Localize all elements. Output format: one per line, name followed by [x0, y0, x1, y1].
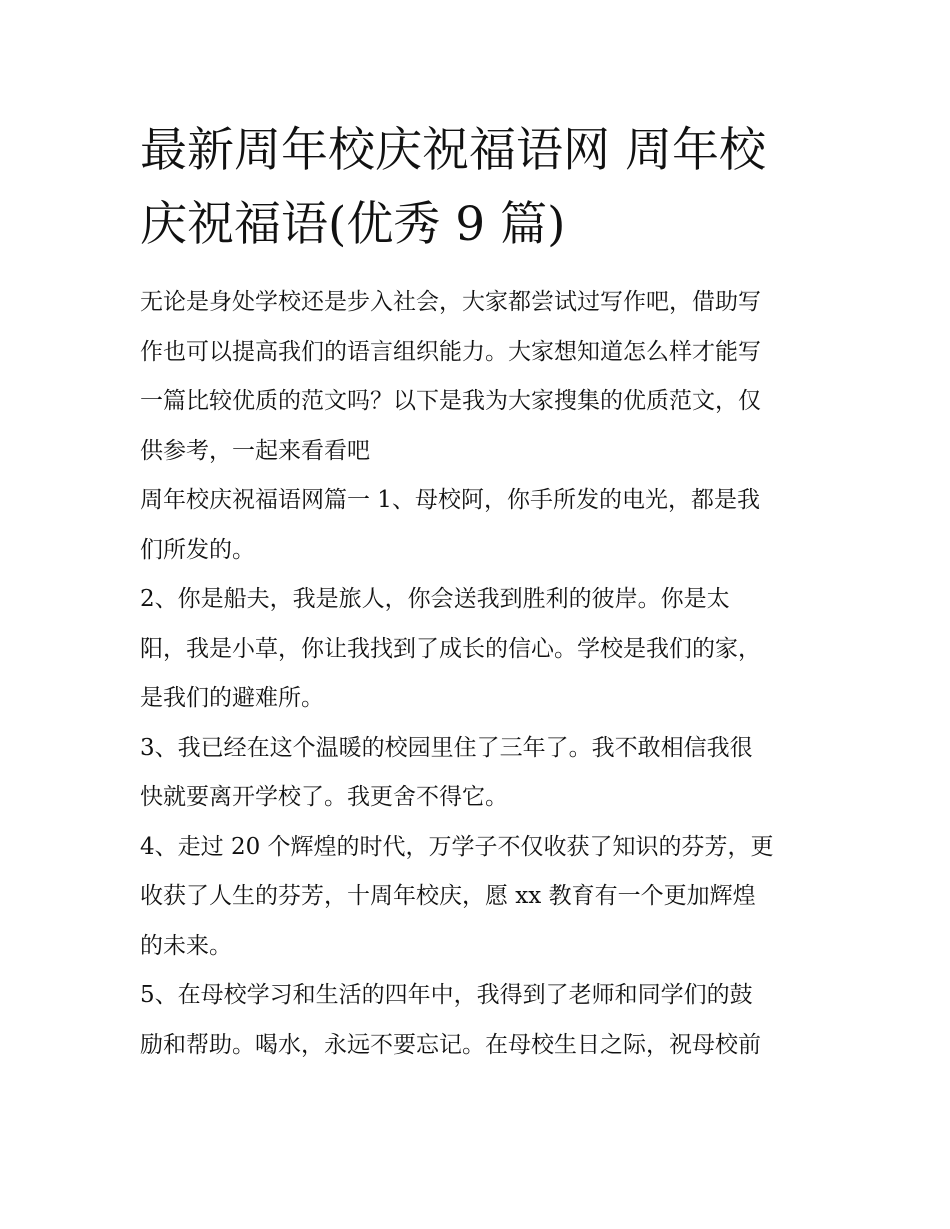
list-item-1 [140, 476, 830, 575]
text-line: 励和帮助。喝水，永远不要忘记。在母校生日之际，祝母校前 [140, 1031, 761, 1058]
text-line: 周年校庆祝福语网篇一 1、母校阿，你手所发的电光，都是我 [140, 487, 760, 513]
document-title [140, 114, 830, 262]
list-item-3 [140, 724, 830, 823]
text-line: 供参考，一起来看看吧 [140, 437, 370, 464]
list-item-4 [140, 823, 830, 972]
list-item-5 [140, 971, 830, 1070]
text-line: 3、我已经在这个温暖的校园里住了三年了。我不敢相信我很 [140, 734, 753, 761]
text-line: 4、走过 20 个辉煌的时代，万学子不仅收获了知识的芬芳，更 [140, 833, 774, 860]
text-line: 无论是身处学校还是步入社会，大家都尝试过写作吧，借助写 [140, 289, 761, 315]
title-line: 最新周年校庆祝福语网 周年校 [140, 123, 766, 178]
text-line: 们所发的。 [140, 536, 255, 563]
text-line: 是我们的避难所。 [140, 685, 324, 711]
intro-paragraph [140, 278, 830, 476]
list-item-2 [140, 575, 830, 724]
text-line: 快就要离开学校了。我更舍不得它。 [140, 784, 508, 810]
text-line: 阳，我是小草，你让我找到了成长的信心。学校是我们的家， [140, 635, 761, 662]
text-line: 一篇比较优质的范文吗？以下是我为大家搜集的优质范文，仅 [140, 388, 761, 414]
title-line: 庆祝福语(优秀 9 篇) [140, 197, 566, 252]
text-line: 5、在母校学习和生活的四年中，我得到了老师和同学们的鼓 [140, 982, 753, 1008]
document-body [140, 278, 830, 1070]
text-line: 收获了人生的芬芳，十周年校庆，愿 xx 教育有一个更加辉煌 [140, 883, 756, 909]
text-line: 作也可以提高我们的语言组织能力。大家想知道怎么样才能写 [140, 338, 761, 365]
text-line: 2、你是船夫，我是旅人，你会送我到胜利的彼岸。你是太 [140, 586, 730, 612]
text-line: 的未来。 [140, 932, 232, 959]
